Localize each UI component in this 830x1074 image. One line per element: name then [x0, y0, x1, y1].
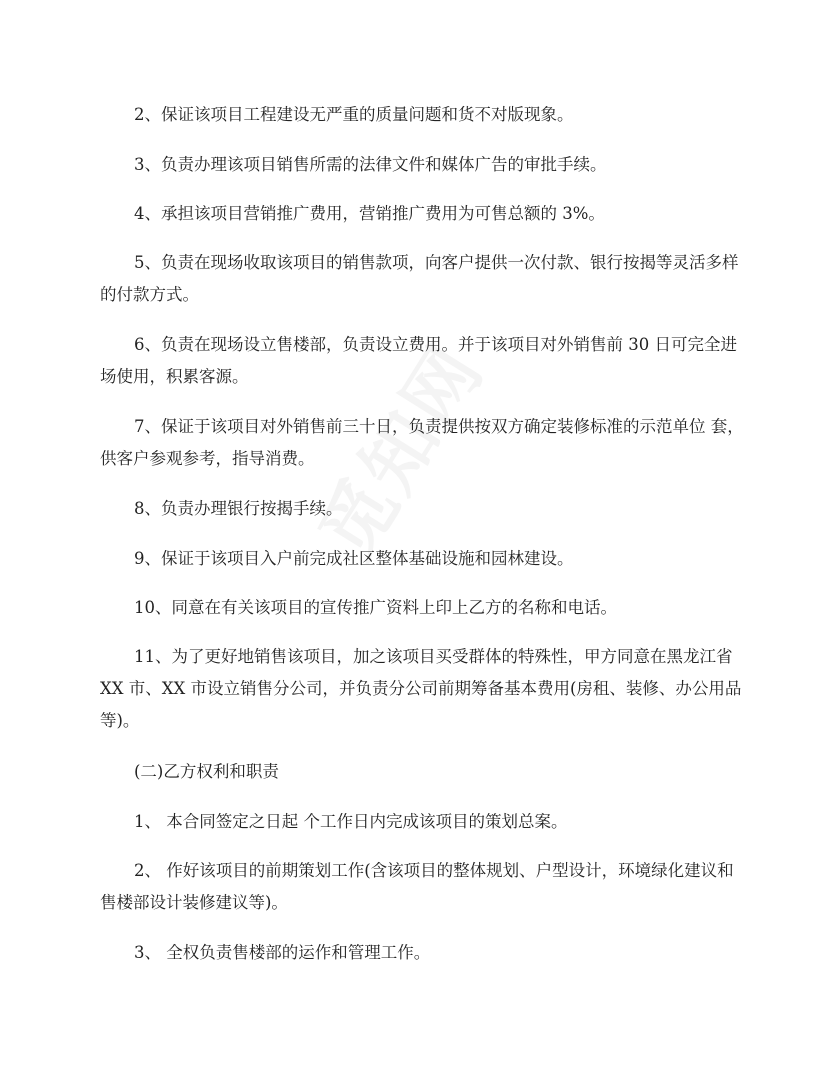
paragraph-line: 7、保证于该项目对外销售前三十日，负责提供按双方确定装修标准的示范单位 套， — [134, 417, 744, 436]
paragraph — [100, 493, 740, 525]
paragraph-line: 2、 作好该项目的前期策划工作(含该项目的整体规划、户型设计，环境绿化建议和 — [134, 861, 734, 880]
paragraph-line: 4、承担该项目营销推广费用，营销推广费用为可售总额的 3%。 — [134, 204, 605, 223]
paragraph — [100, 99, 740, 131]
paragraph — [100, 149, 740, 181]
paragraph-line: 3、 全权负责售楼部的运作和管理工作。 — [134, 943, 431, 962]
paragraph-line: 8、负责办理银行按揭手续。 — [134, 499, 343, 518]
paragraph — [100, 247, 740, 311]
paragraph — [100, 543, 740, 575]
paragraph — [100, 198, 740, 230]
paragraph — [100, 641, 740, 737]
paragraph — [100, 806, 740, 838]
paragraph-line: 1、 本合同签定之日起 个工作日内完成该项目的策划总案。 — [134, 812, 568, 831]
section-heading — [100, 756, 740, 788]
paragraph-line: 的付款方式。 — [100, 285, 199, 304]
paragraph-line: 9、保证于该项目入户前完成社区整体基础设施和园林建设。 — [134, 549, 574, 568]
paragraph-line: XX 市、XX 市设立销售分公司，并负责分公司前期筹备基本费用(房租、装修、办公用品 — [100, 679, 742, 698]
paragraph-line: 3、负责办理该项目销售所需的法律文件和媒体广告的审批手续。 — [134, 155, 607, 174]
paragraph — [100, 329, 740, 393]
paragraph-line: 2、保证该项目工程建设无严重的质量问题和货不对版现象。 — [134, 105, 574, 124]
paragraph-line: 场使用，积累客源。 — [100, 367, 249, 386]
paragraph — [100, 411, 744, 475]
paragraph — [100, 937, 740, 969]
paragraph-line: 供客户参观参考，指导消费。 — [100, 449, 315, 468]
paragraph — [100, 855, 740, 919]
paragraph-line: 6、负责在现场设立售楼部，负责设立费用。并于该项目对外销售前 30 日可完全进 — [134, 335, 737, 354]
paragraph-line: 5、负责在现场收取该项目的销售款项，向客户提供一次付款、银行按揭等灵活多样 — [134, 253, 739, 272]
paragraph-line: 售楼部设计装修建议等)。 — [100, 893, 288, 912]
paragraph-line: 10、同意在有关该项目的宣传推广资料上印上乙方的名称和电话。 — [134, 598, 617, 617]
paragraph-line: (二)乙方权利和职责 — [134, 762, 279, 781]
paragraph-line: 等)。 — [100, 711, 140, 730]
paragraph-line: 11、为了更好地销售该项目，加之该项目买受群体的特殊性，甲方同意在黑龙江省 — [134, 647, 733, 666]
paragraph — [100, 592, 740, 624]
